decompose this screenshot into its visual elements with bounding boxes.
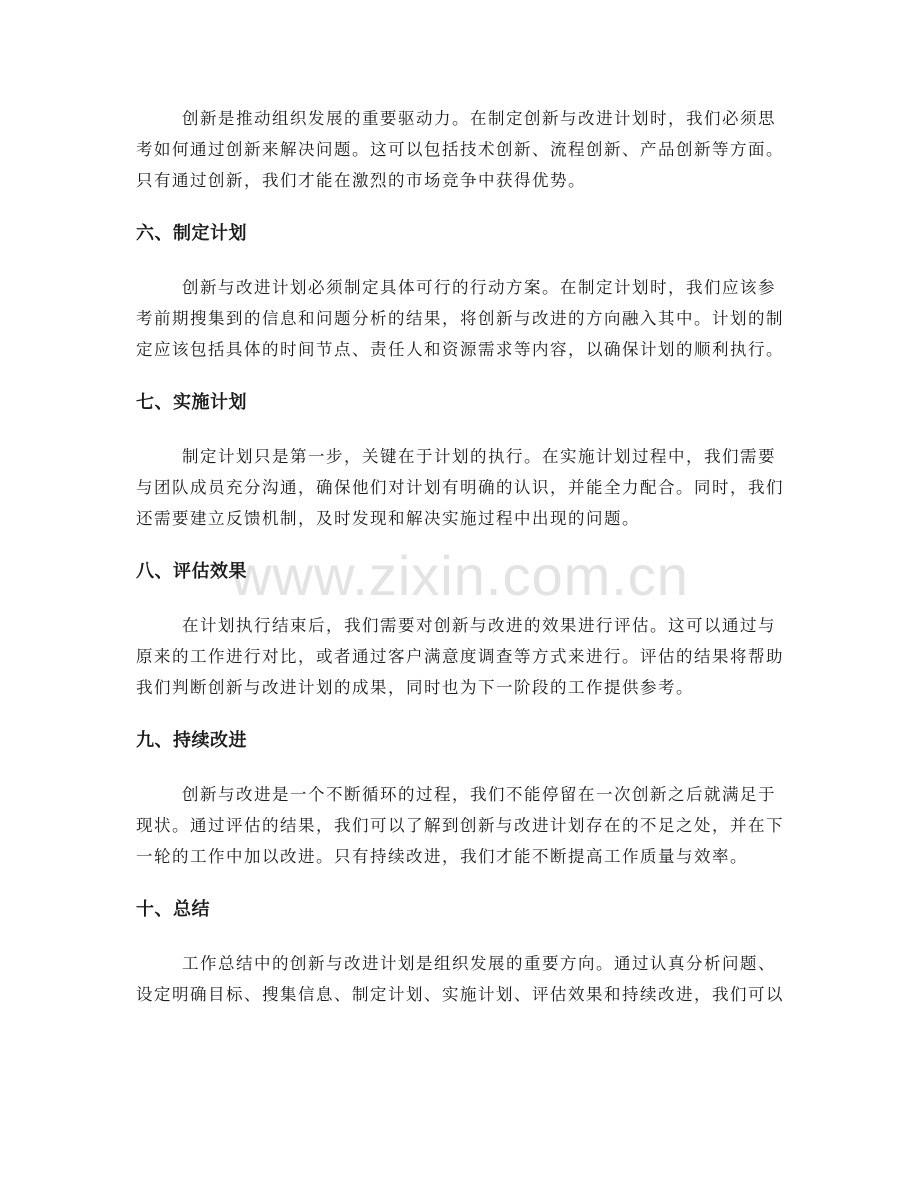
intro-paragraph [136, 103, 786, 196]
paragraph-line: 一轮的工作中加以改进。只有持续改进，我们才能不断提高工作质量与效率。 [136, 847, 748, 866]
paragraph-line: 创新与改进计划必须制定具体可行的行动方案。在制定计划时，我们应该参 [182, 278, 776, 297]
section-heading-8: 八、评估效果 [136, 561, 247, 582]
paragraph-line: 现状。通过评估的结果，我们可以了解到创新与改进计划存在的不足之处，并在下 [136, 816, 784, 835]
paragraph-line: 在计划执行结束后，我们需要对创新与改进的效果进行评估。这可以通过与 [182, 616, 776, 635]
paragraph-line: 设定明确目标、搜集信息、制定计划、实施计划、评估效果和持续改进，我们可以 [136, 985, 784, 1004]
watermark: www.zixin.com.cn [231, 544, 689, 607]
section-heading-6: 六、制定计划 [136, 223, 247, 244]
paragraph-line: 原来的工作进行对比，或者通过客户满意度调查等方式来进行。评估的结果将帮助 [136, 647, 784, 666]
section-paragraph-9 [136, 779, 786, 872]
section-heading-7: 七、实施计划 [136, 392, 247, 413]
paragraph-line: 还需要建立反馈机制，及时发现和解决实施过程中出现的问题。 [136, 509, 640, 528]
section-paragraph-6 [136, 272, 786, 365]
paragraph-line: 定应该包括具体的时间节点、责任人和资源需求等内容，以确保计划的顺利执行。 [136, 340, 784, 359]
section-heading-9: 九、持续改进 [136, 730, 247, 751]
paragraph-line: 创新是推动组织发展的重要驱动力。在制定创新与改进计划时，我们必须思 [182, 109, 776, 128]
section-paragraph-10 [136, 948, 786, 1010]
paragraph-line: 考前期搜集到的信息和问题分析的结果，将创新与改进的方向融入其中。计划的制 [136, 309, 784, 328]
paragraph-line: 考如何通过创新来解决问题。这可以包括技术创新、流程创新、产品创新等方面。 [136, 140, 784, 159]
section-paragraph-7 [136, 441, 786, 534]
paragraph-line: 创新与改进是一个不断循环的过程，我们不能停留在一次创新之后就满足于 [182, 785, 776, 804]
paragraph-line: 与团队成员充分沟通，确保他们对计划有明确的认识，并能全力配合。同时，我们 [136, 478, 784, 497]
section-heading-10: 十、总结 [136, 899, 210, 920]
paragraph-line: 工作总结中的创新与改进计划是组织发展的重要方向。通过认真分析问题、 [182, 954, 776, 973]
paragraph-line: 我们判断创新与改进计划的成果，同时也为下一阶段的工作提供参考。 [136, 678, 694, 697]
paragraph-line: 只有通过创新，我们才能在激烈的市场竞争中获得优势。 [136, 171, 586, 190]
paragraph-line: 制定计划只是第一步，关键在于计划的执行。在实施计划过程中，我们需要 [182, 447, 776, 466]
section-paragraph-8 [136, 610, 786, 703]
document-body [136, 103, 786, 1010]
